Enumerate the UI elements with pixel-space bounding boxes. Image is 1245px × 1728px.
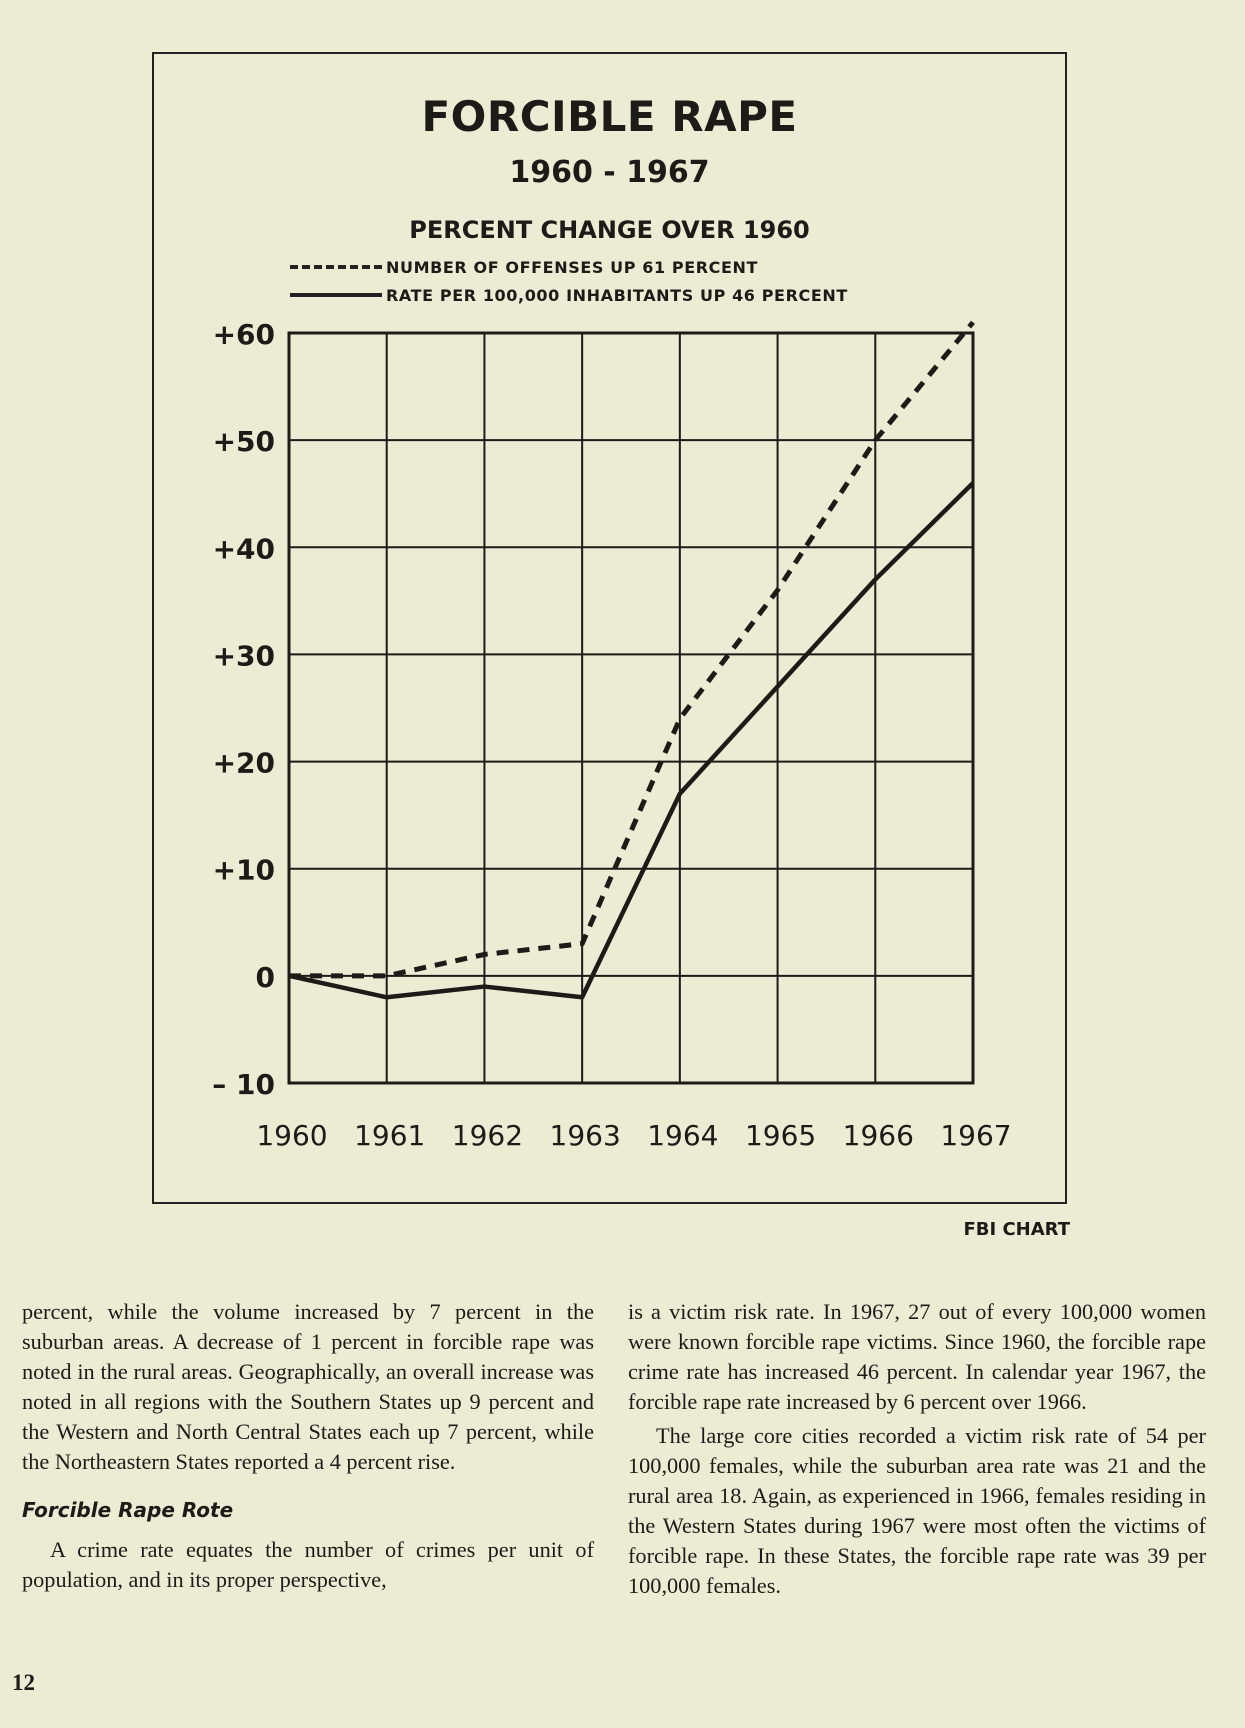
chart-title: FORCIBLE RAPE: [421, 92, 798, 141]
legend-label-offenses: NUMBER OF OFFENSES UP 61 PERCENT: [386, 257, 759, 277]
x-tick-label: 1965: [744, 1119, 817, 1152]
legend-label-rate: RATE PER 100,000 INHABITANTS UP 46 PERCENT: [386, 285, 848, 305]
x-tick-label: 1960: [256, 1119, 328, 1152]
x-tick-label: 1964: [647, 1119, 719, 1152]
x-tick-label: 1962: [451, 1119, 524, 1152]
page-number: 12: [12, 1670, 35, 1695]
section-heading: Forcible Rape Rote: [22, 1498, 234, 1522]
y-tick-label: 0: [255, 960, 275, 994]
text-column-left: [22, 1297, 594, 1595]
y-tick-label: +60: [212, 318, 275, 351]
paragraph: is a victim risk rate. In 1967, 27 out of every 100,000 women were known forcible rape victims. Since 1960, the forcible rape crime rate has increased 46 percent. In calendar year 1967, the forcible rape rate increased by 6 percent over 1966.: [628, 1299, 1206, 1414]
y-tick-label: +50: [212, 425, 275, 459]
paragraph: The large core cities recorded a victim risk rate of 54 per 100,000 females, while the suburban area rate was 21 and the rural area 18. Again, as experienced in 1966, females residing in the Western States during 1967 were most often the victims of forcible rape. In these States, the forcible rape rate was 39 per 100,000 females.: [628, 1423, 1206, 1598]
chart-source: FBI CHART: [963, 1219, 1070, 1240]
plot-area: [289, 333, 973, 1083]
y-tick-label: +20: [212, 746, 275, 780]
text-column-right: [628, 1297, 1206, 1601]
chart-subtitle: 1960 - 1967: [509, 155, 710, 190]
y-tick-label: +10: [212, 853, 275, 887]
paragraph: percent, while the volume increased by 7 percent in the suburban areas. A decrease of 1 percent in forcible rape was noted in the rural areas. Geographically, an overall increase was noted in all regions with the Southern States up 9 percent and the Western and North Central States each up 7 percent, while the Northeastern States reported a 4 percent rise.: [22, 1299, 594, 1474]
x-tick-label: 1967: [940, 1119, 1012, 1152]
x-tick-label: 1961: [354, 1119, 426, 1152]
y-tick-label: +30: [212, 639, 275, 673]
y-tick-label: – 10: [212, 1068, 275, 1101]
y-tick-label: +40: [212, 532, 275, 566]
series-line-offenses: [289, 322, 973, 976]
x-tick-label: 1966: [842, 1119, 914, 1152]
series-line-rate: [289, 483, 973, 997]
paragraph: A crime rate equates the number of crimes per unit of population, and in its proper perspective,: [22, 1537, 594, 1592]
x-tick-label: 1963: [549, 1119, 621, 1152]
chart-heading: PERCENT CHANGE OVER 1960: [409, 216, 810, 244]
